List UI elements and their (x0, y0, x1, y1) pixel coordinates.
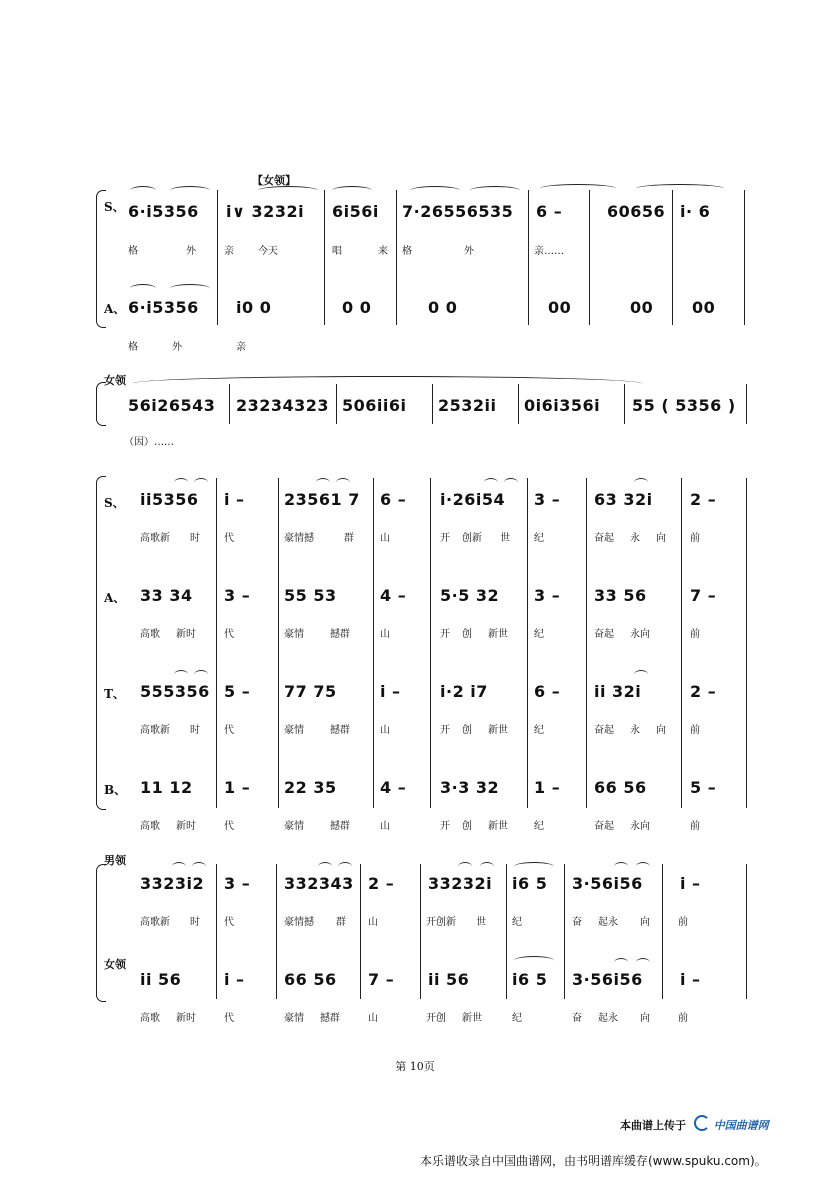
slur (514, 862, 554, 871)
measure: 23234323 (236, 396, 330, 415)
slur (636, 862, 650, 871)
lyric: 时 (190, 725, 200, 736)
lyric: 前 (690, 821, 700, 832)
lyric: 向 (656, 725, 666, 736)
measure: 3 – (224, 874, 251, 893)
lyric: 新时 (176, 821, 196, 832)
female-lead-marker: 【女领】 (252, 174, 296, 187)
measure: 2 – (690, 490, 717, 509)
lyric: 前 (690, 533, 700, 544)
measure: 1 – (534, 778, 561, 797)
lyric: 向 (656, 533, 666, 544)
slur (634, 670, 648, 679)
voice-label-soprano: S、 (104, 200, 125, 214)
measure: 00 (692, 298, 716, 317)
lyric: 代 (224, 821, 234, 832)
measure: 66 56 (284, 970, 337, 989)
measure: i·26i54 (440, 490, 506, 509)
slur (318, 862, 332, 871)
measure: 7·26556535 (402, 202, 514, 221)
brand-logo-icon (694, 1115, 710, 1131)
measure: 6·i5356 (128, 202, 199, 221)
measure: 33 34 (140, 586, 193, 605)
lyric: 开 (440, 725, 450, 736)
measure: 2 – (368, 874, 395, 893)
barline (564, 864, 565, 999)
lyric: 开创新 (426, 917, 456, 928)
lyric: 纪 (512, 917, 522, 928)
lyric: 前 (678, 1013, 688, 1024)
lyric: 创 (462, 725, 472, 736)
measure: ii 32i (594, 682, 642, 701)
lyric: 创 (462, 821, 472, 832)
lyric: 高歌 (140, 629, 160, 640)
lyric: 豪情 (284, 1013, 304, 1024)
measure: 5 – (690, 778, 717, 797)
measure: 3 – (224, 586, 251, 605)
barline (336, 384, 337, 424)
measure: 3·56i56 (572, 874, 643, 893)
slur (614, 862, 628, 871)
lyric: 纪 (534, 821, 544, 832)
measure: 23561 7 (284, 490, 360, 509)
lyric: 奋起 (594, 629, 614, 640)
measure: 555356 (140, 682, 210, 701)
lyric: 群 (344, 533, 354, 544)
lyric: 永 (630, 725, 640, 736)
barline (324, 190, 325, 325)
measure: 00 (548, 298, 572, 317)
slur (130, 186, 156, 195)
barline (430, 478, 431, 808)
slur (480, 862, 494, 871)
lyric: 撼群 (330, 725, 350, 736)
measure: 7 – (368, 970, 395, 989)
lyric: 山 (368, 1013, 378, 1024)
measure: 33232i (428, 874, 493, 893)
slur (338, 862, 352, 871)
lyric: 新世 (488, 629, 508, 640)
barline (216, 478, 217, 808)
lyric: 前 (678, 917, 688, 928)
measure: 3·56i56 (572, 970, 643, 989)
measure: 1 – (224, 778, 251, 797)
measure: 11 12 (140, 778, 193, 797)
slur (192, 862, 206, 871)
lyric: 纪 (534, 629, 544, 640)
barline (506, 864, 507, 999)
measure: 7 – (690, 586, 717, 605)
barline (420, 864, 421, 999)
voice-label-soprano: S、 (104, 496, 125, 510)
lyric: 新世 (462, 1013, 482, 1024)
measure: ii5356 (140, 490, 199, 509)
lyric: 高歌 (140, 821, 160, 832)
lyric: 世 (476, 917, 486, 928)
barline (744, 190, 745, 325)
upload-text: 本曲谱上传于 (620, 1119, 686, 1132)
measure: 6 – (536, 202, 563, 221)
lyric: 山 (380, 533, 390, 544)
lyric: 开 (440, 629, 450, 640)
slur (504, 478, 518, 487)
measure: 33 56 (594, 586, 647, 605)
barline (216, 864, 217, 999)
voice-label-bass: B、 (104, 783, 127, 797)
lyric: 亲…… (534, 246, 564, 257)
lyric: 时 (190, 917, 200, 928)
system-brace (96, 196, 97, 322)
lyric: 向 (640, 917, 650, 928)
slur (258, 186, 318, 195)
measure: 6 – (534, 682, 561, 701)
brand-name: 中国曲谱网 (713, 1119, 769, 1132)
barline (624, 384, 625, 424)
slur (514, 956, 554, 965)
lyric: 世 (500, 533, 510, 544)
slur (458, 862, 472, 871)
measure: 63 32i (594, 490, 653, 509)
lyric: 格 (128, 246, 138, 257)
lyric: 撼群 (330, 821, 350, 832)
measure: 3 – (534, 586, 561, 605)
lyric: 山 (380, 725, 390, 736)
lyric: 高歌新 (140, 533, 170, 544)
measure: 5 – (224, 682, 251, 701)
lyric: 纪 (512, 1013, 522, 1024)
measure: 22 35 (284, 778, 337, 797)
slur (132, 376, 642, 391)
measure: 0 0 (428, 298, 458, 317)
slur (336, 478, 350, 487)
lyric: 前 (690, 629, 700, 640)
measure: 55 53 (284, 586, 337, 605)
footer-text: 本乐谱收录自中国曲谱网，由书明谱库缓存(www.spuku.com)。 (420, 1154, 767, 1168)
lyric: 新世 (488, 821, 508, 832)
measure: 5·5 32 (440, 586, 500, 605)
barline (278, 478, 279, 808)
slur (540, 184, 616, 193)
measure: 6i56i (332, 202, 379, 221)
measure: 55 ( 5356 ) (632, 396, 736, 415)
slur (634, 478, 648, 487)
lyric: 奋 (572, 1013, 582, 1024)
slur (614, 958, 628, 967)
barline (432, 384, 433, 424)
lyric: 外 (186, 246, 196, 257)
barline (662, 864, 663, 999)
measure: 0 0 (342, 298, 372, 317)
lyric: 代 (224, 629, 234, 640)
measure: 4 – (380, 778, 407, 797)
measure: i6 5 (512, 874, 548, 893)
lyric: 开创 (426, 1013, 446, 1024)
lyric: 向 (640, 1013, 650, 1024)
lyric: 格 (402, 246, 412, 257)
male-lead-label: 男领 (104, 854, 126, 867)
slur (484, 478, 498, 487)
lyric: 唱 (332, 246, 342, 257)
measure: 2 – (690, 682, 717, 701)
measure: 56i26543 (128, 396, 216, 415)
lyric: 高歌新 (140, 917, 170, 928)
lyric: 新时 (176, 1013, 196, 1024)
lyric: 豪情 (284, 821, 304, 832)
measure: 66 56 (594, 778, 647, 797)
lyric: 奋起 (594, 533, 614, 544)
barline (681, 478, 682, 808)
lyric: 永向 (630, 629, 650, 640)
lyric: 奋 (572, 917, 582, 928)
slur (170, 284, 210, 293)
lyric: 代 (224, 917, 234, 928)
slur (636, 958, 650, 967)
slur (130, 284, 156, 293)
lyric: 群 (336, 917, 346, 928)
voice-label-alto: A、 (104, 591, 126, 605)
lyric: 豪情 (284, 629, 304, 640)
lyric: 创 (462, 629, 472, 640)
barline (518, 384, 519, 424)
barline (373, 478, 374, 808)
measure: 3·3 32 (440, 778, 500, 797)
voice-label-alto: A、 (104, 302, 126, 316)
page-number: 第 10页 (395, 1060, 435, 1073)
voice-label-tenor: T、 (104, 687, 125, 701)
lyric: 新时 (176, 629, 196, 640)
lyric: 代 (224, 533, 234, 544)
measure: 3 – (534, 490, 561, 509)
measure: i∨ 3232i (226, 202, 305, 221)
slur (194, 670, 208, 679)
slur (470, 186, 520, 195)
measure: 3323i2 (140, 874, 205, 893)
measure: ii 56 (428, 970, 470, 989)
barline (527, 478, 528, 808)
measure: i – (380, 682, 401, 701)
slur (194, 478, 208, 487)
slur (410, 186, 460, 195)
lyric: 奋起 (594, 821, 614, 832)
measure: 60656 (607, 202, 666, 221)
lyric: 新世 (488, 725, 508, 736)
lyric: 撼群 (320, 1013, 340, 1024)
barline (586, 478, 587, 808)
lyric: 奋起 (594, 725, 614, 736)
barline (746, 384, 747, 424)
barline (589, 190, 590, 325)
lyric: 代 (224, 1013, 234, 1024)
measure: i – (680, 970, 701, 989)
lyric: 起永 (598, 1013, 618, 1024)
lyric: 创新 (462, 533, 482, 544)
lyric: 豪情撼 (284, 533, 314, 544)
measure: i·2 i7 (440, 682, 488, 701)
lyric: 永向 (630, 821, 650, 832)
lyric: 代 (224, 725, 234, 736)
measure: i0 0 (236, 298, 272, 317)
upload-note (620, 1115, 769, 1133)
lyric: 开 (440, 533, 450, 544)
measure: 2532ii (438, 396, 497, 415)
lyric: 开 (440, 821, 450, 832)
slur (332, 186, 372, 195)
measure: i – (224, 970, 245, 989)
lyric: 亲 (224, 246, 234, 257)
lyric: 亲 (236, 342, 246, 353)
measure: 0i6i356i (524, 396, 601, 415)
lyric: 格 (128, 342, 138, 353)
measure: 77 75 (284, 682, 337, 701)
slur (636, 184, 724, 193)
measure: 6·i5356 (128, 298, 199, 317)
measure: i – (224, 490, 245, 509)
lyric: 高歌 (140, 1013, 160, 1024)
measure: 00 (630, 298, 654, 317)
female-lead-label: 女领 (104, 958, 126, 971)
lyric: 高歌新 (140, 725, 170, 736)
barline (746, 478, 747, 808)
lyric: 山 (380, 821, 390, 832)
barline (217, 190, 218, 325)
lyric: 前 (690, 725, 700, 736)
slur (172, 862, 186, 871)
barline (360, 864, 361, 999)
system-brace (96, 870, 97, 996)
lyric: 永 (630, 533, 640, 544)
system-brace (96, 388, 97, 420)
lyric: 撼群 (330, 629, 350, 640)
barline (746, 864, 747, 999)
lyric: 今天 (258, 246, 278, 257)
slur (174, 670, 188, 679)
lyric: 外 (172, 342, 182, 353)
lyric: 山 (380, 629, 390, 640)
lyric: 纪 (534, 725, 544, 736)
slur (316, 478, 330, 487)
measure: i· 6 (680, 202, 711, 221)
system-brace (96, 482, 97, 804)
measure: 6 – (380, 490, 407, 509)
lyric: 豪情撼 (284, 917, 314, 928)
lyric: 豪情 (284, 725, 304, 736)
measure: 506ii6i (342, 396, 407, 415)
measure: 332343 (284, 874, 354, 893)
measure: i6 5 (512, 970, 548, 989)
barline (276, 864, 277, 999)
measure: i – (680, 874, 701, 893)
lyric: 来 (378, 246, 388, 257)
measure: 4 – (380, 586, 407, 605)
barline (229, 384, 230, 424)
lyric: 外 (464, 246, 474, 257)
lyric: 纪 (534, 533, 544, 544)
barline (528, 190, 529, 325)
lyric: 时 (190, 533, 200, 544)
female-lead-label: 女领 (104, 374, 126, 387)
lyric: 山 (368, 917, 378, 928)
lyric: （因）…… (124, 437, 174, 448)
barline (396, 190, 397, 325)
measure: ii 56 (140, 970, 182, 989)
barline (672, 190, 673, 325)
slur (170, 186, 210, 195)
lyric: 起永 (598, 917, 618, 928)
slur (174, 478, 188, 487)
